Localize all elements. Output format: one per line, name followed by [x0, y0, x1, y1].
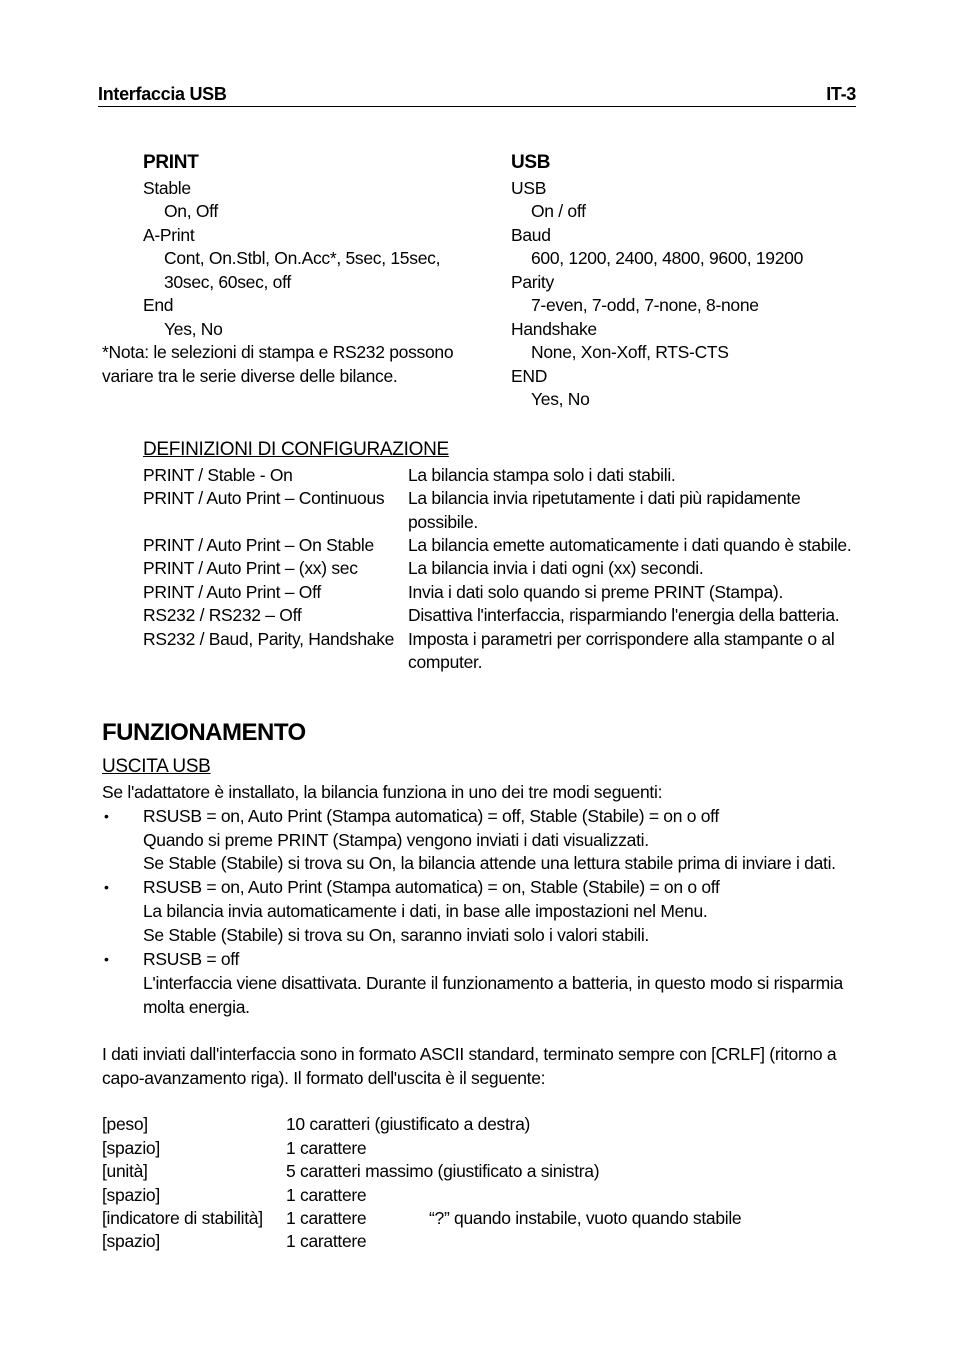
- print-item-label: A-Print: [143, 225, 195, 245]
- print-item-value: Yes, No: [164, 319, 223, 339]
- definitions-title: DEFINIZIONI DI CONFIGURAZIONE: [143, 439, 449, 460]
- definition-key: PRINT / Auto Print – On Stable: [143, 535, 374, 555]
- usb-menu-title: USB: [511, 152, 551, 173]
- definition-desc: Disattiva l'interfaccia, risparmiando l'energia della batteria.: [408, 605, 840, 625]
- bullet-text: Se Stable (Stabile) si trova su On, la bilancia attende una lettura stabile prima di inviare i dati.: [143, 853, 836, 873]
- format-size: 1 carattere: [286, 1138, 367, 1158]
- bullet-text: Quando si preme PRINT (Stampa) vengono inviati i dati visualizzati.: [143, 830, 649, 850]
- format-size: 10 caratteri (giustificato a destra): [286, 1114, 531, 1134]
- usb-item-value: On / off: [531, 201, 586, 221]
- format-size: 1 carattere: [286, 1185, 367, 1205]
- bullet-text: RSUSB = on, Auto Print (Stampa automatica) = on, Stable (Stabile) = on o off: [143, 877, 720, 897]
- page-header: [98, 82, 856, 107]
- definition-desc: computer.: [408, 652, 483, 672]
- bullet-text: Se Stable (Stabile) si trova su On, saranno inviati solo i valori stabili.: [143, 925, 649, 945]
- bullet-marker: •: [104, 808, 109, 824]
- print-note: *Nota: le selezioni di stampa e RS232 possono: [102, 342, 454, 362]
- format-note: “?” quando instabile, vuoto quando stabile: [429, 1208, 742, 1228]
- subsection-heading: USCITA USB: [102, 756, 211, 777]
- format-field: [spazio]: [102, 1231, 160, 1251]
- format-field: [unità]: [102, 1161, 148, 1181]
- ascii-paragraph: I dati inviati dall'interfaccia sono in formato ASCII standard, terminato sempre con [CRLF] (ritorno a: [102, 1044, 837, 1064]
- page-number: IT-3: [826, 84, 856, 104]
- definition-key: RS232 / Baud, Parity, Handshake: [143, 629, 395, 649]
- definition-desc: Imposta i parametri per corrispondere alla stampante o al: [408, 629, 835, 649]
- definition-desc: La bilancia invia ripetutamente i dati più rapidamente: [408, 488, 801, 508]
- bullet-text: RSUSB = off: [143, 949, 240, 969]
- bullet-marker: •: [104, 951, 109, 967]
- format-field: [peso]: [102, 1114, 148, 1134]
- format-field: [indicatore di stabilità]: [102, 1208, 263, 1228]
- ascii-paragraph: capo-avanzamento riga). Il formato dell'uscita è il seguente:: [102, 1068, 546, 1088]
- bullet-marker: •: [104, 879, 109, 895]
- print-item-value: Cont, On.Stbl, On.Acc*, 5sec, 15sec,: [164, 248, 441, 268]
- print-menu-title: PRINT: [143, 152, 199, 173]
- bullet-text: La bilancia invia automaticamente i dati, in base alle impostazioni nel Menu.: [143, 901, 708, 921]
- bullet-text: L'interfaccia viene disattivata. Durante il funzionamento a batteria, in questo modo si risparmia: [143, 973, 843, 993]
- definition-desc: possibile.: [408, 512, 478, 532]
- print-item-value: On, Off: [164, 201, 218, 221]
- bullet-text: RSUSB = on, Auto Print (Stampa automatica) = off, Stable (Stabile) = on o off: [143, 806, 719, 826]
- print-item-label: End: [143, 295, 174, 315]
- usb-item-value: 7-even, 7-odd, 7-none, 8-none: [531, 295, 759, 315]
- format-field: [spazio]: [102, 1185, 160, 1205]
- definition-desc: Invia i dati solo quando si preme PRINT (Stampa).: [408, 582, 784, 602]
- section-heading: FUNZIONAMENTO: [102, 719, 306, 746]
- definition-desc: La bilancia invia i dati ogni (xx) secondi.: [408, 558, 704, 578]
- definition-key: PRINT / Auto Print – (xx) sec: [143, 558, 358, 578]
- usb-item-value: None, Xon-Xoff, RTS-CTS: [531, 342, 729, 362]
- format-size: 1 carattere: [286, 1231, 367, 1251]
- usb-item-label: END: [511, 366, 548, 386]
- print-item-label: Stable: [143, 178, 191, 198]
- bullet-text: molta energia.: [143, 997, 250, 1017]
- definition-key: PRINT / Auto Print – Continuous: [143, 488, 385, 508]
- format-field: [spazio]: [102, 1138, 160, 1158]
- intro-text: Se l'adattatore è installato, la bilancia funziona in uno dei tre modi seguenti:: [102, 782, 663, 802]
- definition-key: RS232 / RS232 – Off: [143, 605, 302, 625]
- usb-item-label: Baud: [511, 225, 551, 245]
- usb-item-value: Yes, No: [531, 389, 590, 409]
- header-title: Interfaccia USB: [98, 84, 227, 104]
- format-size: 1 carattere: [286, 1208, 367, 1228]
- print-item-value: 30sec, 60sec, off: [164, 272, 291, 292]
- definition-desc: La bilancia emette automaticamente i dati quando è stabile.: [408, 535, 852, 555]
- usb-item-label: Handshake: [511, 319, 597, 339]
- definition-key: PRINT / Auto Print – Off: [143, 582, 321, 602]
- usb-item-label: Parity: [511, 272, 554, 292]
- usb-item-label: USB: [511, 178, 547, 198]
- definition-desc: La bilancia stampa solo i dati stabili.: [408, 465, 676, 485]
- usb-item-value: 600, 1200, 2400, 4800, 9600, 19200: [531, 248, 804, 268]
- definition-key: PRINT / Stable - On: [143, 465, 293, 485]
- print-note: variare tra le serie diverse delle bilance.: [102, 366, 398, 386]
- format-size: 5 caratteri massimo (giustificato a sinistra): [286, 1161, 600, 1181]
